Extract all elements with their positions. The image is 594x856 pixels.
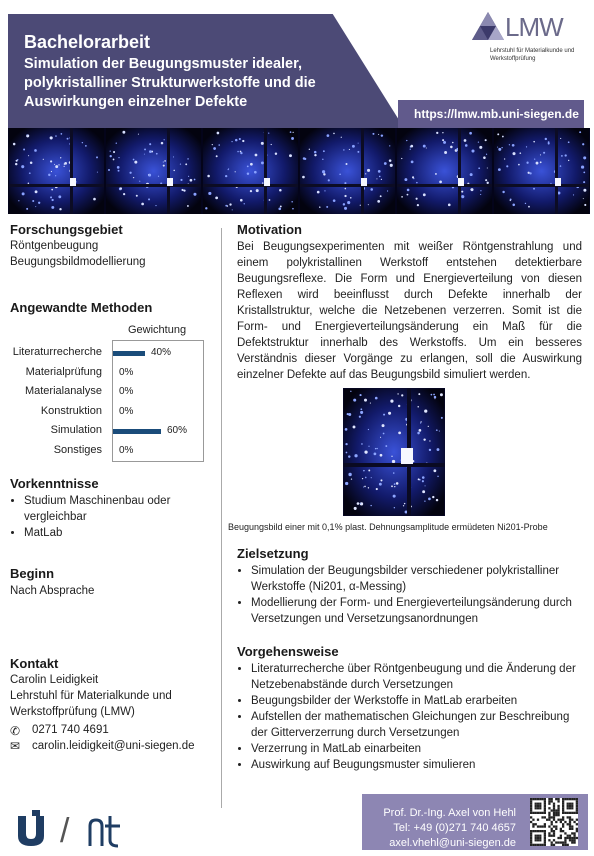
method-bar [113,429,161,434]
section-kontakt [10,656,218,754]
vorkenntnisse-heading: Vorkenntnisse [10,476,99,491]
method-value: 0% [119,366,134,378]
lmw-logo-icon [470,10,506,46]
method-row [10,405,210,421]
list-item: • Simulation der Beugungsbilder verschiedener polykristalliner Werkstoffe (Ni201, α-Messing) [251,563,582,595]
method-label: Materialanalyse [24,385,102,397]
method-row [10,366,210,382]
vorgehen-heading: Vorgehensweise [237,644,339,659]
column-divider [221,228,222,808]
list-item: • Literaturrecherche über Röntgenbeugung und die Änderung der Netzebenabstände durch Versetzungen [251,661,582,693]
nt-logo-icon [86,812,126,850]
method-value: 0% [119,386,134,397]
url-link[interactable]: https://lmw.mb.uni-siegen.de [414,107,579,121]
list-item: • Beugungsbilder der Werkstoffe in MatLab erarbeiten [251,693,582,709]
method-label: Konstruktion [40,404,102,417]
section-beginn [10,566,218,599]
method-row [10,385,210,401]
beginn-heading: Beginn [10,566,55,581]
section-vorkenntnisse [10,476,218,541]
weight-label: Gewichtung [128,324,187,336]
logo-subtitle: Lehrstuhl für Materialkunde und Werkstoffprüfung [490,48,575,62]
methoden-heading: Angewandte Methoden [10,300,153,315]
list-item: • Modellierung der Form- und Energieverteilungsänderung durch Versetzungen und Versetzungsanordnungen [251,595,582,627]
image-caption: Beugungsbild einer mit 0,1% plast. Dehnungsamplitude ermüdeten Ni201-Probe [228,522,548,532]
beginn-text: Nach Absprache [10,585,95,597]
section-methoden [10,300,218,315]
method-value: 60% [167,425,188,436]
method-label: Materialprüfung [25,365,102,378]
method-label: Simulation [50,424,102,436]
contact-email[interactable]: carolin.leidigkeit@uni-siegen.de [32,740,195,752]
method-row [10,424,210,440]
page-title: Bachelorarbeit [24,32,151,52]
email-icon: ✉ [10,739,21,753]
forschung-heading: Forschungsgebiet [10,222,123,237]
phone-icon: ✆ [10,724,21,738]
section-vorgehen [237,644,582,773]
forschung-item: Beugungsbildmodellierung [10,256,146,268]
diffraction-image-strip [8,128,590,214]
list-item: • Studium Maschinenbau oder vergleichbar [24,493,218,525]
qr-code-icon[interactable] [530,798,578,846]
motivation-text: Bei Beugungsexperimenten mit weißer Röntgenstrahlung und einem polykristallinen Werkstoff entstehen detektierbare Beugungsreflexe. Die Form und Energieverteilung von diesen Reflexen wird beeinflusst durch Defekte innerhalb der Kristallstruktur, welche die Netzebenen verzerren. Somit ist die Form- und Energieverteilungsänderung ein Maß für die Defektstruktur innerhalb des Werkstoffs. Um ein besseres Verständnis dieser Vorgänge zu erlangen, soll die Auswirkung einzelner Defekte auf das Beugungsbild simuliert werden. [237,241,582,381]
method-label: Literaturrecherche [12,346,102,358]
logo-separator-icon: / [60,812,70,850]
uni-siegen-logo-icon [14,810,48,850]
contact-name: Carolin Leidigkeit [10,674,99,686]
diffraction-image [343,388,445,516]
logo-text: LMW [505,12,563,42]
contact-phone[interactable]: 0271 740 4691 [32,724,109,736]
method-value: 40% [151,347,172,358]
contact-email-row [10,738,218,754]
section-motivation [237,222,582,383]
method-value: 0% [119,444,134,456]
method-row [10,346,210,362]
list-item: • MatLab [24,525,218,541]
diffraction-strip-graphic [8,128,590,214]
list-item: • Verzerrung in MatLab einarbeiten [251,741,582,757]
section-forschung [10,222,218,270]
method-bar [113,351,145,356]
footer-tel[interactable]: Tel: +49 (0)271 740 4657 [393,822,516,834]
footer-email[interactable]: axel.vhehl@uni-siegen.de [389,837,516,849]
method-row [10,444,210,460]
list-item: • Auswirkung auf Beugungsmuster simulieren [251,757,582,773]
footer-prof: Prof. Dr.-Ing. Axel von Hehl [383,807,516,819]
kontakt-heading: Kontakt [10,656,59,671]
contact-phone-row [10,722,218,738]
motivation-heading: Motivation [237,222,302,237]
method-label: Sonstiges [53,443,102,456]
page-subtitle: Simulation der Beugungsmuster idealer, polykristalliner Strukturwerkstoffe und die Auswirkungen einzelner Defekte [24,56,316,110]
forschung-item: Röntgenbeugung [10,240,99,252]
contact-org: Lehrstuhl für Materialkunde und Werkstoffprüfung (LMW) [10,690,172,718]
list-item: • Aufstellen der mathematischen Gleichungen zur Beschreibung der Gitterverzerrung durch Versetzungen [251,709,582,741]
ziel-heading: Zielsetzung [237,546,309,561]
method-value: 0% [119,405,134,417]
section-ziel [237,546,582,627]
